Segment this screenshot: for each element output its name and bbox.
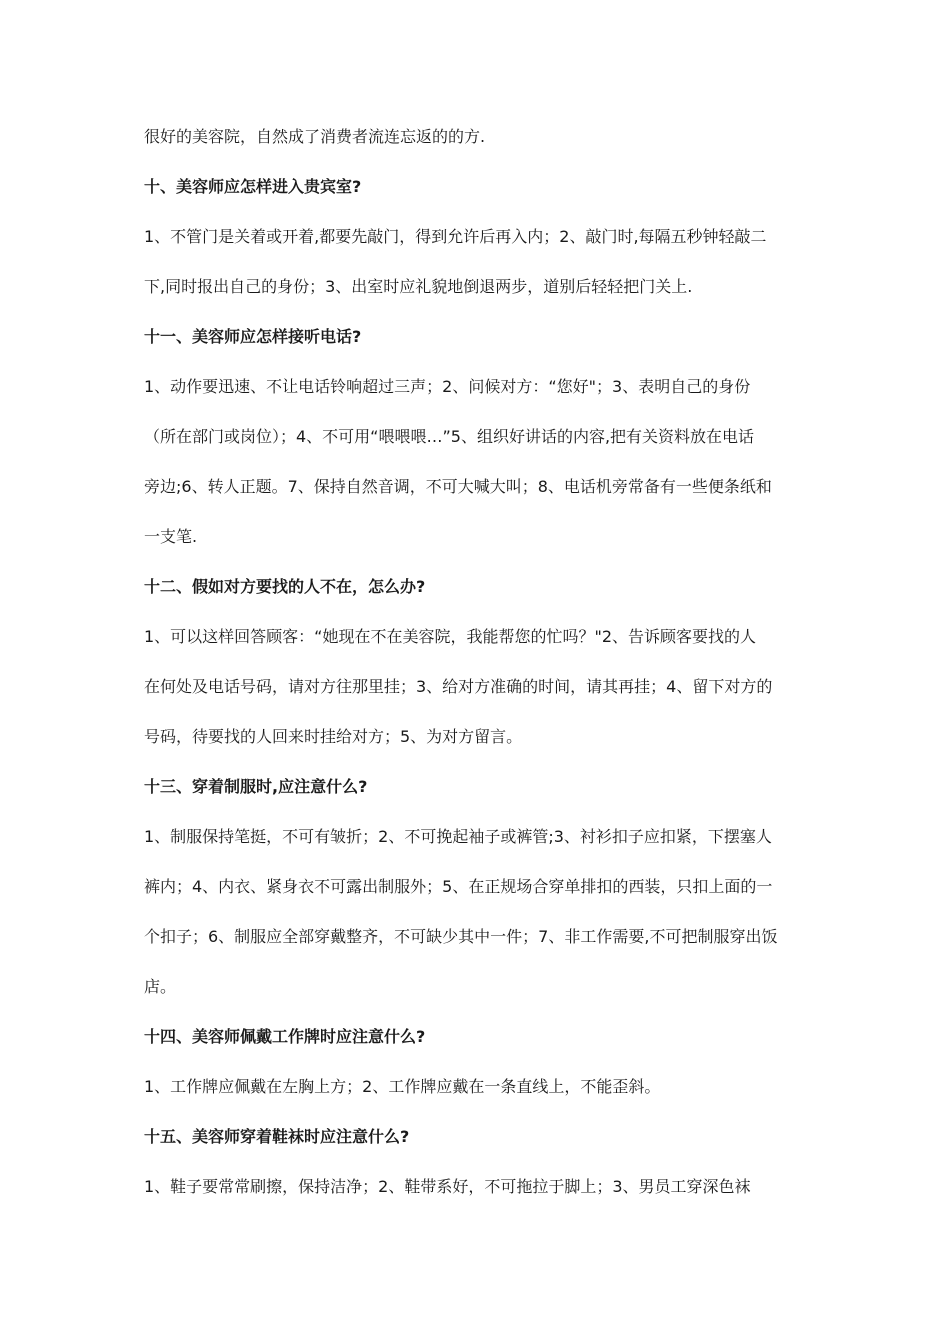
section-12-heading: 十二、假如对方要找的人不在，怎么办? (144, 577, 426, 596)
section-15-heading: 十五、美容师穿着鞋袜时应注意什么? (144, 1127, 410, 1146)
section-10-line-2: 下,同时报出自己的身份；3、出室时应礼貌地倒退两步，道别后轻轻把门关上. (144, 277, 693, 296)
section-13-line-3: 个扣子；6、制服应全部穿戴整齐，不可缺少其中一件；7、非工作需要,不可把制服穿出饭 (144, 927, 778, 946)
section-14-line-1: 1、工作牌应佩戴在左胸上方；2、工作牌应戴在一条直线上，不能歪斜。 (144, 1077, 661, 1096)
document-body (144, 112, 808, 1212)
section-12-line-1: 1、可以这样回答顾客：“她现在不在美容院，我能帮您的忙吗？"2、告诉顾客要找的人 (144, 627, 757, 646)
section-13-heading: 十三、穿着制服时,应注意什么? (144, 777, 368, 796)
section-12-line-2: 在何处及电话号码，请对方往那里挂；3、给对方准确的时间，请其再挂；4、留下对方的 (144, 677, 773, 696)
section-10-heading: 十、美容师应怎样进入贵宾室? (144, 177, 362, 196)
section-11-line-2: （所在部门或岗位）；4、不可用“喂喂喂…”5、组织好讲话的内容,把有关资料放在电话 (144, 427, 755, 446)
section-13-line-2: 裤内；4、内衣、紧身衣不可露出制服外；5、在正规场合穿单排扣的西装，只扣上面的一 (144, 877, 773, 896)
section-11-line-1: 1、动作要迅速、不让电话铃响超过三声；2、问候对方：“您好"；3、表明自己的身份 (144, 377, 751, 396)
section-11-line-3: 旁边;6、转人正题。7、保持自然音调，不可大喊大叫；8、电话机旁常备有一些便条纸和 (144, 477, 772, 496)
section-14-heading: 十四、美容师佩戴工作牌时应注意什么? (144, 1027, 426, 1046)
section-11-heading: 十一、美容师应怎样接听电话? (144, 327, 362, 346)
section-15-line-1: 1、鞋子要常常刷擦，保持洁净；2、鞋带系好，不可拖拉于脚上；3、男员工穿深色袜 (144, 1177, 751, 1196)
intro-tail-line: 很好的美容院，自然成了消费者流连忘返的的方. (144, 127, 486, 146)
section-11-line-4: 一支笔. (144, 527, 198, 546)
section-10-line-1: 1、不管门是关着或开着,都要先敲门，得到允许后再入内；2、敲门时,每隔五秒钟轻敲二 (144, 227, 767, 246)
section-13-line-1: 1、制服保持笔挺，不可有皱折；2、不可挽起袖子或裤管;3、衬衫扣子应扣紧，下摆塞人 (144, 827, 772, 846)
section-12-line-3: 号码，待要找的人回来时挂给对方；5、为对方留言。 (144, 727, 523, 746)
section-13-line-4: 店。 (144, 977, 177, 996)
